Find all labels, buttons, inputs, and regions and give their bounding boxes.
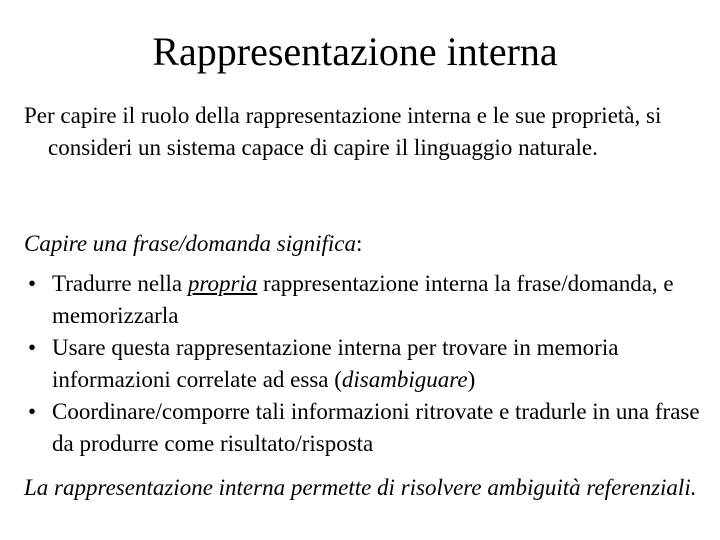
bullet-marker: • bbox=[28, 271, 37, 296]
bullet-text: Coordinare/comporre tali informazioni ritrovate e tradurle in una frase da produrre come risultato/risposta bbox=[52, 399, 700, 456]
bullet-item bbox=[24, 268, 714, 332]
section-heading-text: Capire una frase/domanda significa bbox=[24, 231, 357, 256]
closing-paragraph: La rappresentazione interna permette di risolvere ambiguità referenziali. bbox=[24, 475, 697, 500]
bullet-list bbox=[24, 268, 714, 460]
bullet-item bbox=[24, 396, 714, 460]
bullet-text-after: rappresentazione interna la frase/domanda, e memorizzarla bbox=[52, 271, 674, 328]
bullet-item bbox=[24, 332, 714, 396]
section-heading-colon: : bbox=[356, 231, 363, 256]
bullet-text-after: ) bbox=[467, 367, 476, 392]
bullet-emphasis: propria bbox=[187, 271, 258, 296]
bullet-emphasis: disambiguare bbox=[341, 367, 468, 392]
section-heading bbox=[24, 228, 362, 260]
slide-title: Rappresentazione interna bbox=[152, 29, 558, 74]
intro-paragraph: Per capire il ruolo della rappresentazione interna e le sue proprietà, si consideri un sistema capace di capire il linguaggio naturale. bbox=[24, 103, 662, 160]
bullet-marker: • bbox=[28, 399, 37, 424]
bullet-text-before: Usare questa rappresentazione interna per trovare in memoria informazioni correlate ad essa ( bbox=[52, 335, 619, 392]
bullet-marker: • bbox=[28, 335, 37, 360]
bullet-text-before: Tradurre nella bbox=[52, 271, 188, 296]
